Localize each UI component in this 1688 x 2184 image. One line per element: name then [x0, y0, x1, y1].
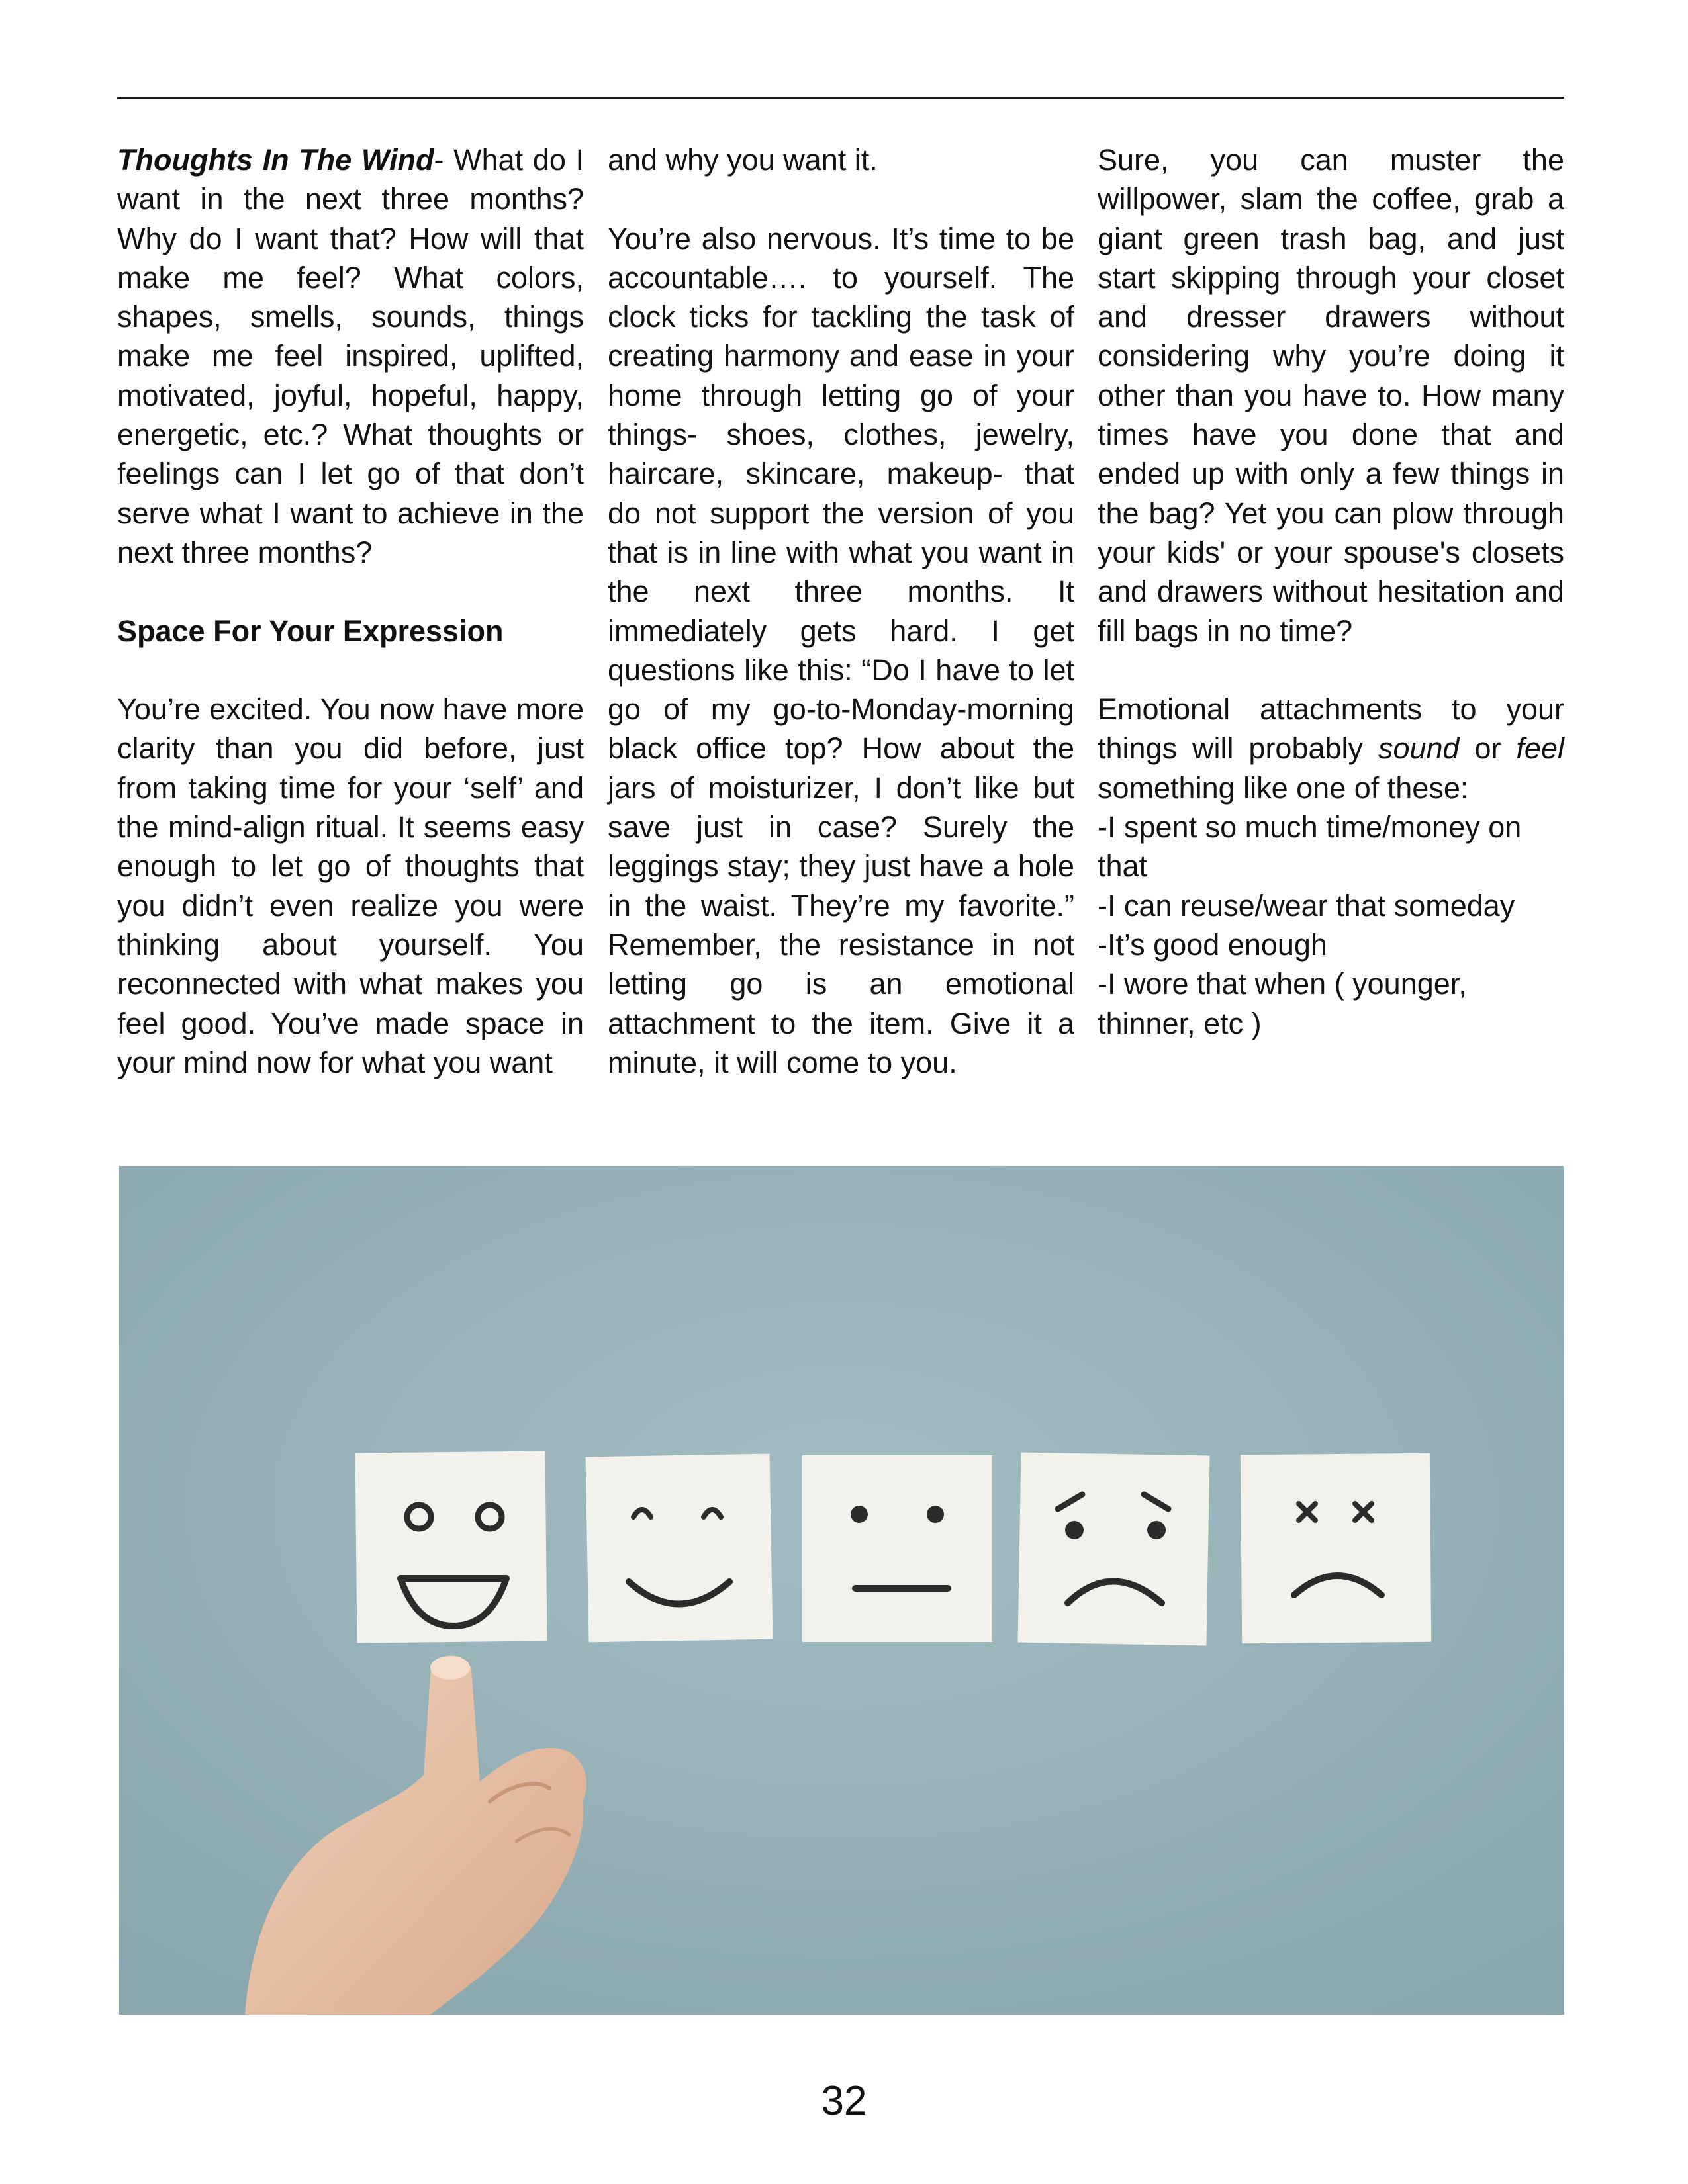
section-heading: Space For Your Expression: [117, 614, 504, 648]
list-item: -I wore that when ( younger, thinner, etc ): [1098, 967, 1467, 1040]
nervous-paragraph: You’re also nervous. It’s time to be accountable…. to yourself. The clock ticks for tackling the task of creating harmony and ease in your home through letting go of your things- shoes, clothes, jewelry, haircare, skincare, makeup- that do not support the version of you that is in line with what you want in the next three months. It immediately gets hard. I get questions like this: “Do I have to let go of my go-to-Monday-morning black office top? How about the jars of moisturizer, I don’t like but save just in case? Surely the leggings stay; they just have a hole in the waist. They’re my favorite.” Remember, the resistance in not letting go is an emotional attachment to the item. Give it a minute, it will come to you.: [608, 221, 1074, 1079]
willpower-paragraph: Sure, you can muster the willpower, slam the coffee, grab a giant green trash bag, and just start skipping through your closet and dresser drawers without considering why you’re doing it other than you have to. How many times have you done that and ended up with only a few things in the bag? Yet you can plow through your kids' or your spouse's closets and drawers without hesitation and fill bags in no time?: [1098, 143, 1564, 648]
list-item: -I can reuse/wear that someday: [1098, 888, 1515, 923]
intro-text: - What do I want in the next three months? Why do I want that? How will that make me feel? What colors, shapes, smells, sounds, things make me feel inspired, uplifted, motivated, joyful, hopeful, happy, energetic, etc.? What thoughts or feelings can I let go of that don’t serve what I want to achieve in the next three months?: [117, 143, 585, 569]
neutral-face-card: [802, 1455, 992, 1642]
smile-face-card: [586, 1454, 773, 1643]
emotion-faces-photo: [119, 1166, 1564, 2015]
attachments-paragraph: Emotional attachments to your things will probably sound or feel something like one of these:: [1098, 692, 1564, 805]
attachment-list: [1098, 807, 1564, 1043]
worried-face-card: [1018, 1453, 1210, 1646]
happy-face-card: [355, 1451, 547, 1643]
emphasis-feel: feel: [1516, 731, 1564, 766]
column-3: [1098, 140, 1564, 1043]
continuation-paragraph: and why you want it.: [608, 143, 878, 177]
top-rule: [117, 97, 1564, 99]
intro-paragraph: [117, 140, 584, 572]
column-1: [117, 140, 584, 1082]
page-number: 32: [821, 2078, 867, 2124]
list-item: -It’s good enough: [1098, 927, 1327, 962]
intro-title: Thoughts In The Wind: [117, 143, 434, 177]
emphasis-sound: sound: [1378, 731, 1460, 766]
excited-paragraph: You’re excited. You now have more clarity than you did before, just from taking time for your ‘self’ and the mind-align ritual. It seems easy enough to let go of thoughts that you didn’t even realize you were thinking about yourself. You reconnected with what makes you feel good. You’ve made space in your mind now for what you want: [117, 692, 584, 1079]
list-item: -I spent so much time/money on that: [1098, 810, 1522, 884]
upset-face-card: [1241, 1453, 1431, 1643]
column-2: [608, 140, 1074, 1082]
